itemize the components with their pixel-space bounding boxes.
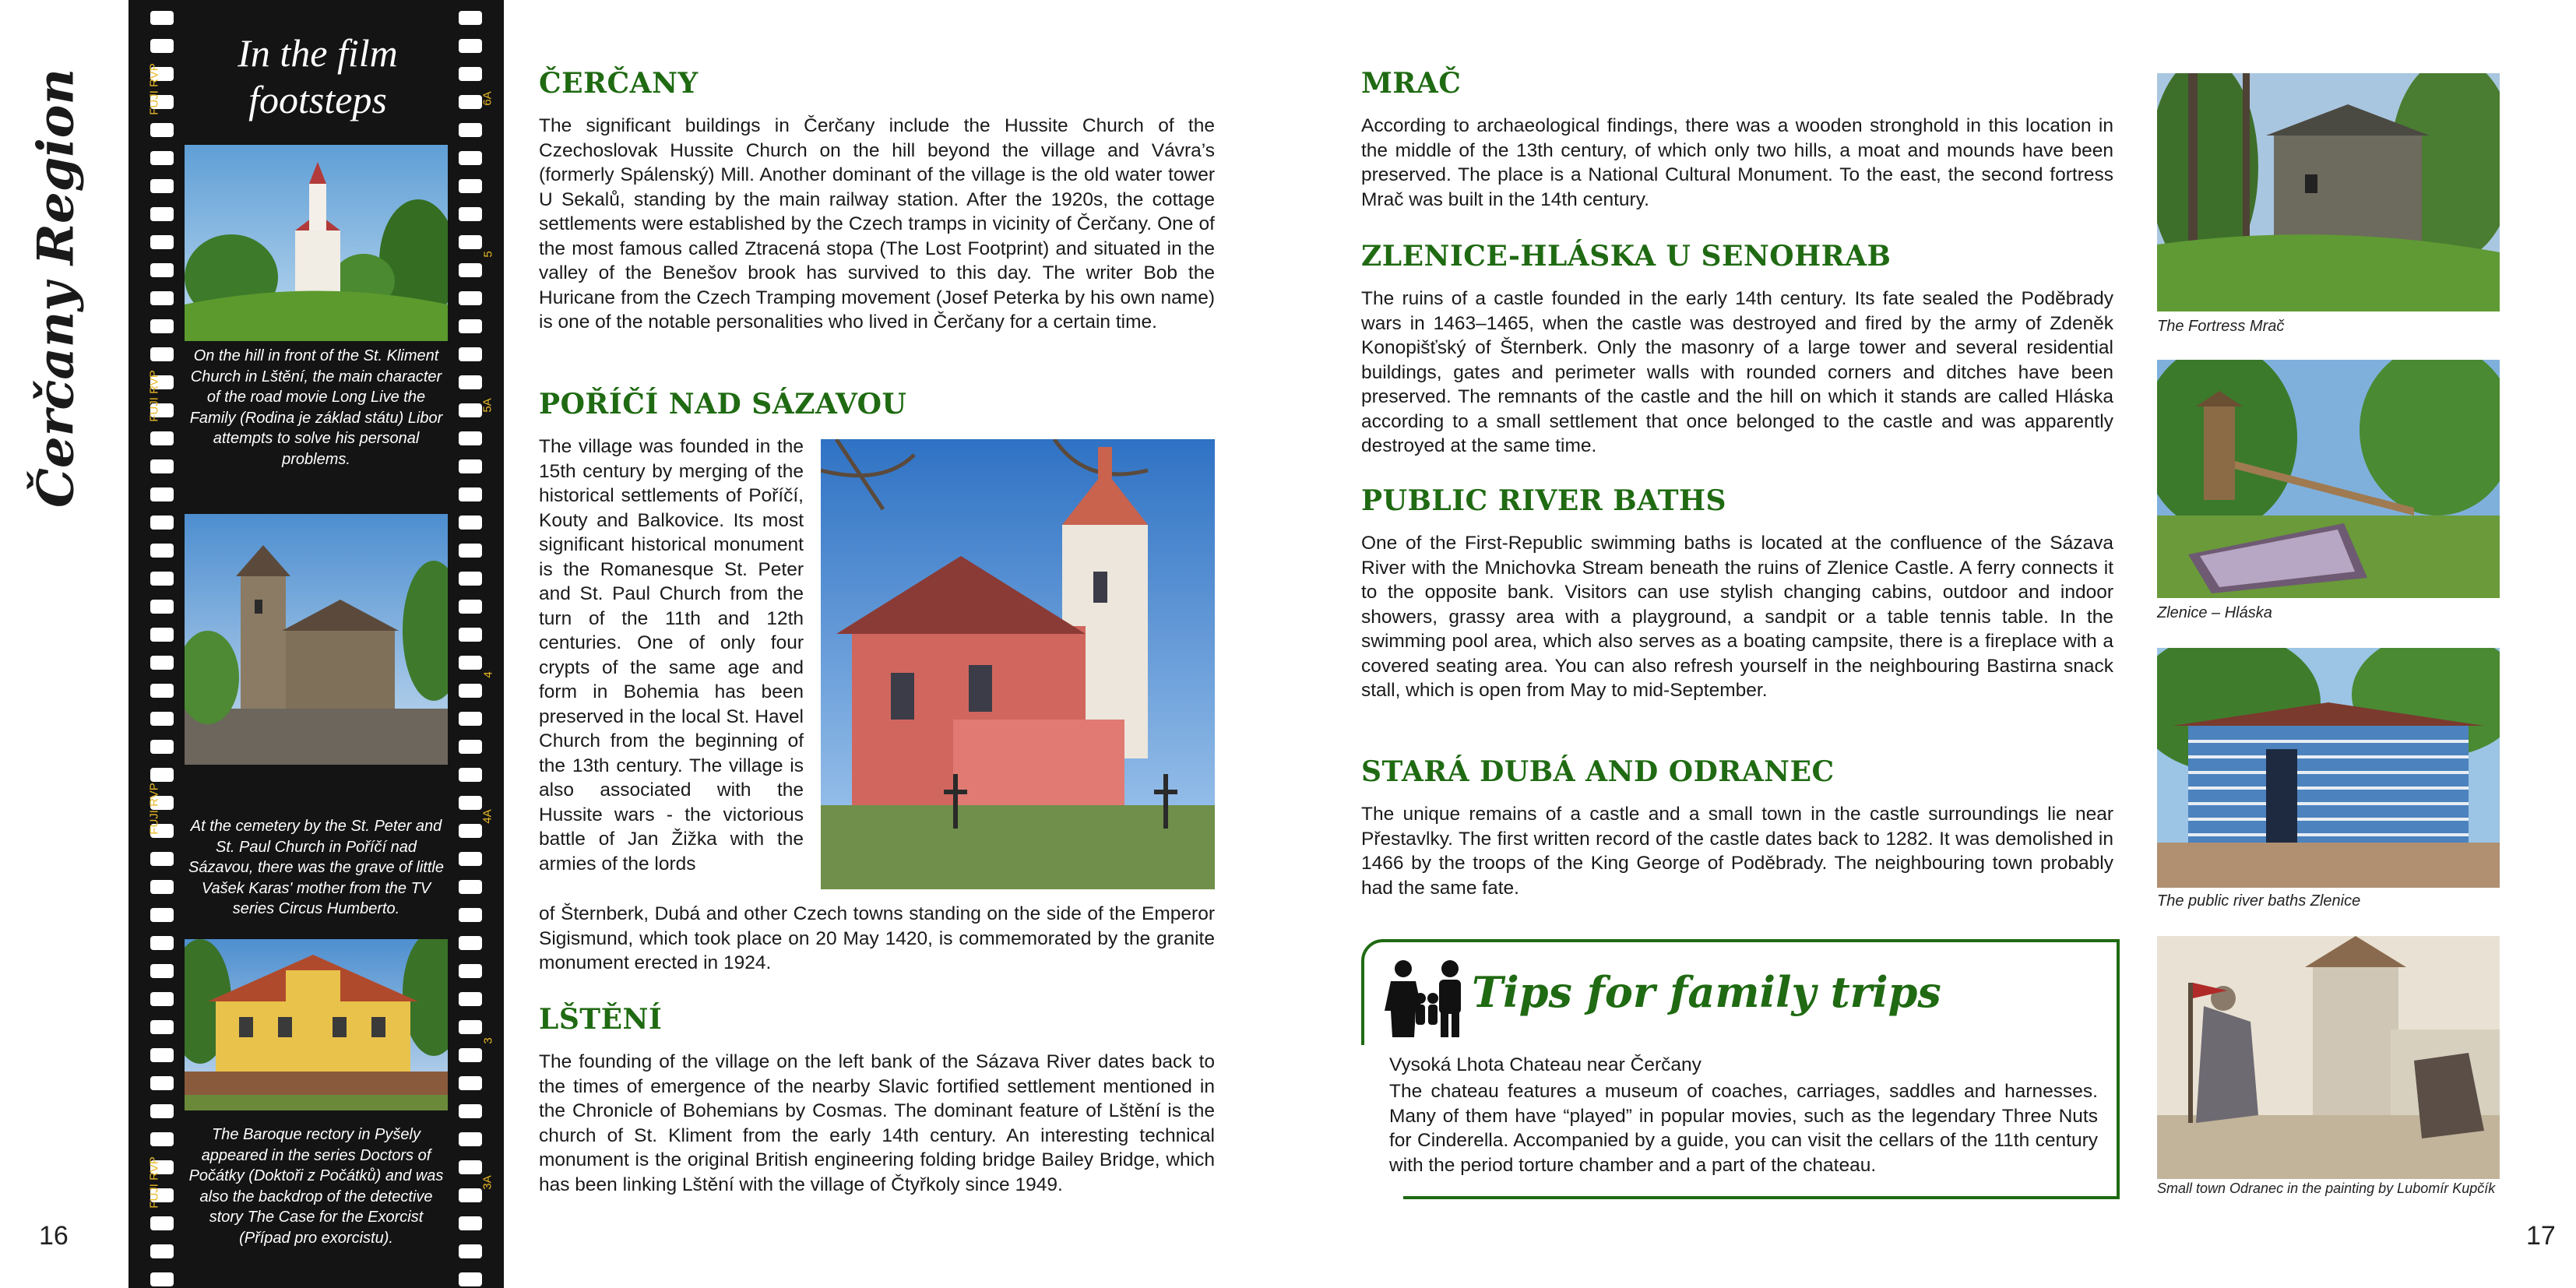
- film-sprocket-hole: [150, 1216, 174, 1230]
- film-sprocket-hole: [459, 628, 482, 642]
- film-sprocket-hole: [150, 516, 174, 530]
- film-sprocket-hole: [459, 1272, 482, 1286]
- film-sprocket-hole: [150, 123, 174, 137]
- film-sprocket-hole: [459, 572, 482, 586]
- film-sprocket-hole: [150, 319, 174, 333]
- film-edge-label: FUJI RVP: [147, 63, 161, 115]
- film-sprocket-hole: [150, 487, 174, 501]
- film-sprocket-hole: [459, 1188, 482, 1202]
- section-title-baths: PUBLIC RIVER BATHS: [1361, 484, 1727, 517]
- film-sprocket-hole: [150, 39, 174, 53]
- section-title-cercany: ČERČANY: [539, 67, 699, 100]
- film-frame-label: 3: [481, 1037, 495, 1044]
- photo-river-baths: [2157, 648, 2500, 888]
- film-sprocket-hole: [459, 347, 482, 361]
- section-text-stara-duba: The unique remains of a castle and a small town in the castle surroundings lie near Přestavlky. The first written record of the castle dates back to 1282. It was demolished in 1466 by the troops of the King George of Poděbrady. The neighbouring town probably had the same fate.: [1361, 804, 2113, 899]
- film-title-line2: footsteps: [248, 78, 387, 121]
- caption-odranec-painting: Small town Odranec in the painting by Lubomír Kupčík: [2157, 1181, 2496, 1196]
- film-sprocket-hole: [459, 600, 482, 614]
- film-sprocket-hole: [459, 516, 482, 530]
- tips-subtitle: Vysoká Lhota Chateau near Čerčany: [1389, 1054, 1701, 1075]
- film-sprocket-hole: [150, 207, 174, 221]
- section-text-zlenice: The ruins of a castle founded in the early 14th century. Its fate sealed the Poděbrady wars in 1463–1465, when the castle was destroyed and fired by the army of Zdeněk Konopišťský of Šternberk. Only the masonry of a large tower and several residential buildings, gates and perimeter walls with rounded corners and ditches have been preserved. The remnants of the castle and the hill on which it stands are called Hláska according to a small settlement that once belonged to the castle and was apparently destroyed at the same time.: [1361, 288, 2113, 456]
- film-sprocket-hole: [459, 852, 482, 866]
- film-sprocket-hole: [459, 880, 482, 894]
- film-sprocket-hole: [459, 1048, 482, 1062]
- film-edge-label: FUJI RVP: [147, 370, 161, 422]
- film-edge-label: FUJI RVP: [147, 783, 161, 835]
- film-sprocket-hole: [459, 487, 482, 501]
- film-frame-label: 5: [481, 251, 495, 258]
- film-sprocket-hole: [150, 1048, 174, 1062]
- tips-title: Tips for family trips: [1472, 967, 1941, 1017]
- film-strip: [128, 0, 504, 1288]
- photo-odranec-painting: [2157, 936, 2500, 1179]
- film-frame-label: 4: [481, 671, 495, 678]
- film-sprocket-hole: [150, 1244, 174, 1258]
- film-sprocket-hole: [150, 263, 174, 277]
- film-sprocket-hole: [150, 151, 174, 165]
- tips-text: The chateau features a museum of coaches, carriages, saddles and harnesses. Many of them have “played” in popular movies, such as the legendary Three Nuts for Cinderella. Accompanied by a guide, you can visit the cellars of the 11th century with the period torture chamber and a part of the chateau.: [1389, 1081, 2098, 1176]
- film-sprocket-hole: [459, 291, 482, 305]
- film-title: [199, 30, 437, 123]
- film-sprocket-hole: [150, 1272, 174, 1286]
- film-sprocket-hole: [459, 207, 482, 221]
- film-sprocket-hole: [459, 1216, 482, 1230]
- film-sprocket-hole: [150, 600, 174, 614]
- film-sprocket-hole: [150, 291, 174, 305]
- family-icon: [1380, 958, 1473, 1037]
- film-sprocket-hole: [459, 95, 482, 109]
- film-sprocket-hole: [459, 39, 482, 53]
- film-sprocket-hole: [459, 403, 482, 417]
- film-sprocket-hole: [459, 712, 482, 726]
- film-sprocket-hole: [459, 67, 482, 81]
- film-sprocket-hole: [150, 431, 174, 445]
- film-sprocket-hole: [150, 656, 174, 670]
- film-sprocket-hole: [150, 684, 174, 698]
- film-sprocket-hole: [459, 656, 482, 670]
- section-title-porici: POŘÍČÍ NAD SÁZAVOU: [539, 388, 907, 421]
- film-sprocket-hole: [150, 1104, 174, 1118]
- film-sprocket-hole: [150, 628, 174, 642]
- film-title-line1: In the film: [238, 31, 398, 75]
- photo-fortress-mrac: [2157, 73, 2500, 311]
- film-sprocket-hole: [459, 375, 482, 389]
- film-sprocket-hole: [459, 1104, 482, 1118]
- page-number-left: 16: [39, 1221, 69, 1251]
- film-sprocket-hole: [459, 263, 482, 277]
- film-sprocket-hole: [459, 936, 482, 950]
- film-sprocket-hole: [459, 684, 482, 698]
- photo-porici-church: [821, 439, 1215, 889]
- film-photo-pysely-rectory: [185, 939, 448, 1110]
- section-text-mrac: According to archaeological findings, there was a wooden stronghold in this location in the middle of the 13th century, of which only two hills, a moat and mounds have been preserved. The place is a National Cultural Monument. To the east, the second fortress Mrač was built in the 14th century.: [1361, 115, 2113, 210]
- film-sprocket-hole: [459, 824, 482, 838]
- film-sprocket-hole: [150, 992, 174, 1006]
- section-title-zlenice: ZLENICE-HLÁSKA U SENOHRAB: [1361, 240, 1892, 273]
- section-text-porici-narrow: The village was founded in the 15th century by merging of the historical settlements of Poříčí, Kouty and Balkovice. Its most significant historical monument is the Romanesque St. Peter and St. Paul Church from the turn of the 11th and 12th centuries. One of only four crypts of the same age and form in Bohemia has been preserved in the local St. Havel Church from the beginning of the 13th century. The village is also associated with the Hussite wars - the victorious battle of Jan Žižka with the armies of the lords: [539, 436, 804, 875]
- section-title-lsteni: LŠTĚNÍ: [539, 1003, 663, 1036]
- film-sprocket-hole: [150, 964, 174, 978]
- film-sprocket-hole: [150, 179, 174, 193]
- film-sprocket-hole: [459, 431, 482, 445]
- film-sprocket-hole: [150, 936, 174, 950]
- film-sprocket-hole: [459, 992, 482, 1006]
- section-text-baths: One of the First-Republic swimming baths is located at the confluence of the Sázava River with the Mnichovka Stream beneath the ruins of Zlenice Castle. A ferry connects it to the opposite bank. Visitors can use stylish changing cabins, outdoor and indoor showers, grassy area with a playground, a sandpit or a table tennis table. In the swimming pool area, which also serves as a boating campsite, there is a fireplace with a covered seating area. You can also refresh yourself in the neighbouring Bastirna snack stall, which is open from May to mid-September.: [1361, 533, 2113, 701]
- film-sprocket-hole: [459, 1020, 482, 1034]
- film-caption-1: On the hill in front of the St. Kliment Church in Lštění, the main character of the road movie Long Live the Family (Rodina je základ státu) Libor attempts to solve his personal problems.: [189, 347, 443, 468]
- film-sprocket-hole: [150, 852, 174, 866]
- film-frame-label: 3A: [480, 1175, 494, 1190]
- film-sprocket-hole: [150, 1076, 174, 1090]
- film-sprocket-hole: [459, 768, 482, 782]
- region-title-text: Čerčany Region: [26, 69, 86, 508]
- film-caption-3: The Baroque rectory in Pyšely appeared in the series Doctors of Počátky (Doktoři z Počátků) and was also the backdrop of the detective story The Case for the Exorcist (Případ pro exorcistu).: [188, 1126, 444, 1247]
- region-title: [25, 62, 87, 514]
- film-sprocket-hole: [150, 740, 174, 754]
- film-sprocket-hole: [459, 1160, 482, 1174]
- film-photo-kliment-church: [185, 145, 448, 341]
- section-text-lsteni: The founding of the village on the left bank of the Sázava River dates back to the times of emergence of the nearby Slavic fortified settlement mentioned in the Chronicle of Bohemians by Cosmas. The dominant feature of Lštění is the church of St. Kliment from the early 14th century. An interesting technical monument is the original British engineering folding bridge Bailey Bridge, which has been linking Lštění with the village of Čtyřkoly since 1949.: [539, 1051, 1215, 1195]
- film-sprocket-hole: [150, 544, 174, 558]
- film-sprocket-hole: [459, 796, 482, 810]
- film-sprocket-hole: [459, 740, 482, 754]
- caption-fortress-mrac: The Fortress Mrač: [2157, 318, 2285, 335]
- film-frame-label: 4A: [480, 809, 494, 824]
- section-title-mrac: MRAČ: [1361, 67, 1462, 100]
- film-edge-label: FUJI RVP: [147, 1156, 161, 1209]
- film-photo-peter-paul-church: [185, 514, 448, 765]
- film-sprocket-hole: [459, 964, 482, 978]
- film-sprocket-hole: [150, 11, 174, 25]
- film-sprocket-hole: [459, 1244, 482, 1258]
- film-sprocket-hole: [150, 1132, 174, 1146]
- film-sprocket-hole: [150, 572, 174, 586]
- photo-zlenice-hlaska: [2157, 360, 2500, 598]
- film-sprocket-hole: [150, 347, 174, 361]
- film-sprocket-hole: [150, 908, 174, 922]
- film-frame-label: 6A: [480, 91, 494, 106]
- section-text-cercany: The significant buildings in Čerčany include the Hussite Church of the Czechoslovak Hussite Church on the hill beyond the village and Vávra’s (formerly Spálenský) Mill. Another dominant of the village is the old water tower U Sekalů, standing by the main railway station. After the 1920s, the cottage settlements were established by the Czech tramps in vicinity of Čerčany. One of the most famous called Ztracená stopa (The Lost Footprint) and situated in the valley of the Benešov brook has survived to this day. The writer Bob the Huricane from the Czech Tramping movement (Josef Peterka by his own name) is one of the notable personalities who lived in Čerčany for a certain time.: [539, 115, 1215, 333]
- film-sprocket-hole: [459, 908, 482, 922]
- film-sprocket-hole: [459, 1076, 482, 1090]
- section-title-stara-duba: STARÁ DUBÁ AND ODRANEC: [1361, 755, 1835, 788]
- film-sprocket-hole: [150, 459, 174, 473]
- section-text-porici-wide: of Šternberk, Dubá and other Czech towns standing on the side of the Emperor Sigismund, which took place on 20 May 1420, is commemorated by the granite monument erected in 1924.: [539, 903, 1215, 973]
- page-number-right: 17: [2526, 1221, 2556, 1251]
- caption-zlenice-hlaska: Zlenice – Hláska: [2157, 604, 2272, 621]
- caption-river-baths: The public river baths Zlenice: [2157, 892, 2361, 910]
- film-sprocket-hole: [459, 11, 482, 25]
- tips-box: [1361, 939, 2120, 1199]
- film-sprocket-hole: [150, 235, 174, 249]
- film-sprocket-hole: [459, 123, 482, 137]
- film-sprocket-hole: [459, 459, 482, 473]
- film-sprocket-hole: [459, 235, 482, 249]
- film-frame-label: 5A: [480, 398, 494, 413]
- film-sprocket-hole: [459, 319, 482, 333]
- film-sprocket-hole: [150, 712, 174, 726]
- film-sprocket-hole: [150, 880, 174, 894]
- film-sprocket-hole: [150, 768, 174, 782]
- film-sprocket-hole: [459, 179, 482, 193]
- film-sprocket-hole: [459, 1132, 482, 1146]
- film-sprocket-hole: [459, 544, 482, 558]
- film-sprocket-hole: [459, 151, 482, 165]
- film-caption-2: At the cemetery by the St. Peter and St. Paul Church in Poříčí nad Sázavou, there was the grave of little Vašek Karas' mother from the TV series Circus Humberto.: [188, 818, 444, 917]
- film-sprocket-hole: [150, 1020, 174, 1034]
